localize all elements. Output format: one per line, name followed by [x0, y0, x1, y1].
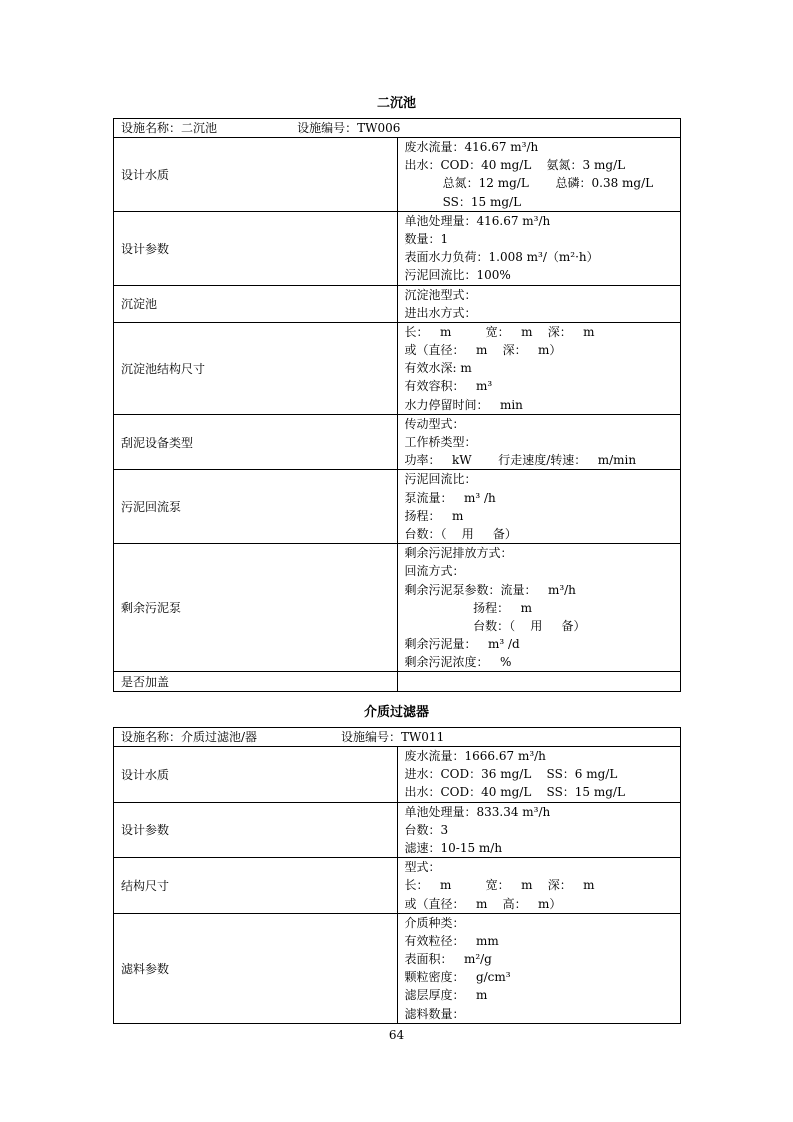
row-content	[397, 414, 681, 470]
content-line: 滤料数量：	[404, 1006, 465, 1021]
table-body	[114, 119, 681, 692]
content-line: 表面水力负荷：1.008 m³/（m²·h）	[404, 250, 599, 265]
content-line: 进水：COD：36 mg/L SS：6 mg/L	[404, 767, 618, 782]
content-line: 台数：3	[404, 822, 449, 837]
content-line: 数量：1	[404, 231, 449, 246]
content-line: 传动型式：	[404, 416, 465, 431]
content-line: 剩余污泥排放方式：	[404, 546, 513, 561]
content-line: 泵流量： m³ /h	[404, 490, 496, 505]
row-content	[397, 913, 681, 1023]
content-line: 或（直径： m 深： m）	[404, 343, 562, 358]
spec-table-media-filter	[113, 727, 681, 1024]
row-label: 滤料参数	[114, 913, 398, 1023]
table-body	[114, 728, 681, 1024]
row-label: 刮泥设备类型	[114, 414, 398, 470]
content-line: 有效水深: m	[404, 361, 472, 376]
table-row	[114, 285, 681, 322]
table-row	[114, 913, 681, 1023]
content-line: 进出水方式：	[404, 305, 477, 320]
content-line: SS：15 mg/L	[404, 194, 522, 209]
row-content	[397, 672, 681, 691]
content-line: 总氮：12 mg/L 总磷：0.38 mg/L	[404, 176, 654, 191]
table-row	[114, 802, 681, 858]
table-row	[114, 747, 681, 803]
content-line: 污泥回流比：100%	[404, 268, 511, 283]
content-line: 剩余污泥泵参数：流量： m³/h	[404, 582, 576, 597]
table-row	[114, 138, 681, 212]
content-line: 剩余污泥浓度： %	[404, 655, 512, 670]
content-line: 沉淀池型式：	[404, 287, 477, 302]
content-line: 废水流量：1666.67 m³/h	[404, 749, 546, 763]
page-number: 64	[388, 1028, 405, 1042]
table-row	[114, 414, 681, 470]
facility-header: 设施名称：二沉池 设施编号：TW006	[114, 119, 681, 138]
row-label: 设计参数	[114, 802, 398, 858]
table-row	[114, 858, 681, 914]
table-row	[114, 211, 681, 285]
content-line	[405, 672, 681, 690]
row-label: 沉淀池结构尺寸	[114, 322, 398, 414]
content-line: 有效粒径： mm	[404, 933, 499, 948]
row-content	[397, 544, 681, 672]
row-label: 污泥回流泵	[114, 470, 398, 544]
content-line: 出水：COD：40 mg/L SS：15 mg/L	[404, 785, 625, 800]
row-content	[397, 747, 681, 803]
row-content	[397, 802, 681, 858]
content-line: 工作桥类型：	[404, 435, 477, 449]
row-content	[397, 138, 681, 212]
content-line: 有效容积： m³	[404, 379, 493, 394]
content-line: 剩余污泥量： m³ /d	[404, 637, 520, 652]
row-content	[397, 322, 681, 414]
content-line: 表面积： m²/g	[404, 952, 492, 967]
table-row	[114, 322, 681, 414]
section-title-media-filter: 介质过滤器	[363, 705, 429, 720]
row-label: 是否加盖	[114, 672, 398, 691]
row-content	[397, 285, 681, 322]
content-line: 长： m 宽： m 深： m	[404, 878, 595, 893]
row-label: 设计水质	[114, 747, 398, 803]
spec-table-secondary-clarifier	[113, 118, 681, 692]
table-row	[114, 470, 681, 544]
content-line: 出水：COD：40 mg/L 氨氮：3 mg/L	[404, 158, 626, 173]
content-line: 长： m 宽： m 深： m	[404, 324, 595, 339]
row-label: 设计水质	[114, 138, 398, 212]
content-line: 单池处理量：833.34 m³/h	[404, 804, 551, 819]
content-line: 介质种类：	[404, 915, 465, 930]
row-content	[397, 858, 681, 914]
table-row	[114, 672, 681, 691]
table-header-row	[114, 119, 681, 138]
content-line: 污泥回流比：	[404, 472, 477, 487]
content-line: 废水流量：416.67 m³/h	[404, 140, 539, 154]
table-header-row	[114, 728, 681, 747]
content-line: 滤层厚度： m	[404, 988, 488, 1003]
content-line: 滤速：10-15 m/h	[404, 840, 503, 855]
row-content	[397, 211, 681, 285]
content-line: 单池处理量：416.67 m³/h	[404, 213, 551, 228]
content-line: 功率： kW 行走速度/转速： m/min	[404, 453, 637, 468]
content-line: 扬程： m	[404, 508, 464, 523]
row-label: 沉淀池	[114, 285, 398, 322]
row-label: 设计参数	[114, 211, 398, 285]
content-line: 或（直径： m 高： m）	[404, 896, 562, 911]
content-line: 型式：	[404, 860, 441, 875]
row-label: 结构尺寸	[114, 858, 398, 914]
section-title-secondary-clarifier: 二沉池	[376, 96, 416, 111]
content-line: 颗粒密度： g/cm³	[404, 970, 511, 985]
content-line: 水力停留时间： min	[404, 397, 523, 412]
content-line: 扬程： m	[404, 600, 532, 615]
row-content	[397, 470, 681, 544]
table-row	[114, 544, 681, 672]
row-label: 剩余污泥泵	[114, 544, 398, 672]
content-line: 台数：（ 用 备）	[404, 526, 517, 541]
content-line: 台数：（ 用 备）	[404, 618, 586, 633]
content-line: 回流方式：	[404, 564, 465, 579]
facility-header: 设施名称：介质过滤池/器 设施编号：TW011	[114, 728, 681, 747]
